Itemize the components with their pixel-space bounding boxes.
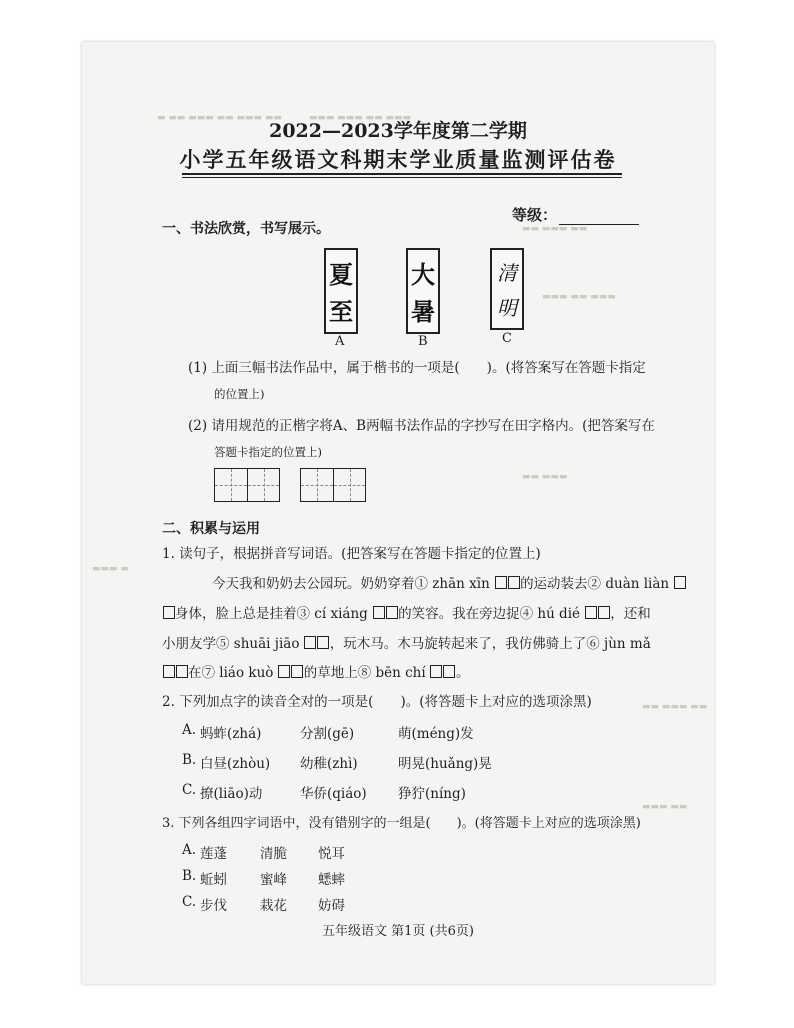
bleed-through-text: ▬ ▬▬ ▬▬▬ ▬▬ ▬▬▬ ▬▬ ▬▬▬ ▬▬▬ ▬▬ ▬▬▬ [157, 113, 411, 123]
q3-option-b-word1: 蚯蚓 [200, 872, 227, 888]
tianzige-cell[interactable] [215, 469, 247, 501]
q3-option-a-word2: 清脆 [260, 846, 287, 862]
bleed-through-text: ▬▬ ▬▬▬ ▬▬ [642, 702, 708, 712]
bleed-through-text: ▬▬▬ ▬▬ [642, 802, 688, 812]
q3-stem: 3. 下列各组四字词语中，没有错别字的一组是( )。(将答题卡上对应的选项涂黑) [162, 816, 641, 831]
q3-option-a-word1: 莲蓬 [200, 846, 227, 862]
answer-box [443, 665, 455, 678]
bleed-through-text: ▬▬▬ ▬▬ ▬▬▬ [542, 292, 616, 302]
tianzige-cell[interactable] [333, 469, 365, 501]
calligraphy-label-c: C [502, 331, 512, 346]
calligraphy-char: 至 [329, 297, 353, 326]
q3-option-a: A. [182, 842, 197, 858]
grade-field [512, 204, 639, 225]
answer-box [373, 606, 385, 619]
calligraphy-char: 大 [411, 260, 435, 289]
section1-q2-line1: (2) 请用规范的正楷字将A、B两幅书法作品的字抄写在田字格内。(把答案写在 [188, 418, 655, 434]
passage-text: 。 [455, 665, 470, 681]
title-rule-bottom [182, 177, 622, 178]
grade-blank [559, 210, 639, 225]
q2-option-c-word2: 华侨(qiáo) [300, 786, 367, 802]
tianzige-grid-b[interactable] [300, 468, 366, 502]
q2-option-a-word2: 分割(gē) [300, 726, 355, 742]
q3-option-c: C. [182, 894, 197, 910]
exam-term-title: 2022—2023学年度第二学期 [269, 120, 527, 142]
passage-text: 身体，脸上总是挂着③ cí xiáng [175, 606, 373, 622]
exam-paper [82, 42, 714, 984]
option-letter: A. [182, 722, 197, 738]
q3-option-b-word2: 蜜峰 [260, 872, 287, 888]
calligraphy-label-b: B [418, 334, 428, 349]
title-rule-top [182, 173, 622, 175]
q2-option-a [182, 722, 196, 738]
answer-box [291, 665, 303, 678]
q1-passage-line2 [162, 602, 651, 622]
q3-option-b: B. [182, 868, 197, 884]
answer-box [304, 636, 316, 649]
passage-text: 小朋友学⑤ shuāi jiāo [162, 636, 304, 652]
section1-heading: 一、书法欣赏，书写展示。 [162, 221, 330, 237]
passage-text: 的运动装去② duàn liàn [520, 576, 674, 592]
answer-box [508, 576, 520, 589]
tianzige-cell[interactable] [301, 469, 333, 501]
answer-box [163, 665, 175, 678]
q1-passage-line3 [162, 632, 651, 652]
q3-option-c-word2: 栽花 [260, 898, 287, 914]
answer-box [585, 606, 597, 619]
calligraphy-work-a [324, 248, 358, 334]
section2-heading: 二、积累与运用 [162, 521, 260, 537]
section1-q1-line1: (1) 上面三幅书法作品中，属于楷书的一项是( )。(将答案写在答题卡指定 [188, 360, 646, 376]
answer-box [317, 636, 329, 649]
q3-option-c-word3: 妨碍 [318, 898, 345, 914]
passage-text: 的草地上⑧ bēn chí [303, 665, 430, 681]
bleed-through-text: ▬▬▬ ▬ [92, 564, 129, 574]
q2-option-c-word1: 撩(liāo)动 [200, 786, 263, 802]
q3-option-a-word3: 悦耳 [318, 846, 345, 862]
q2-option-a-word1: 蚂蚱(zhá) [200, 726, 262, 742]
q1-stem: 1. 读句子，根据拼音写词语。(把答案写在答题卡指定的位置上) [162, 546, 541, 562]
passage-text: ，玩木马。木马旋转起来了，我仿佛骑上了⑥ jùn mǎ [329, 636, 651, 652]
answer-box [176, 665, 188, 678]
bleed-through-text: ▬▬ ▬▬▬ [522, 472, 568, 482]
tianzige-cell[interactable] [247, 469, 279, 501]
section1-q2-line2: 答题卡指定的位置上) [214, 445, 322, 459]
q2-option-b-word1: 白昼(zhòu) [200, 756, 271, 772]
tianzige-grid-a[interactable] [214, 468, 280, 502]
answer-box [278, 665, 290, 678]
calligraphy-char: 清 [497, 261, 517, 285]
q2-stem: 2. 下列加点字的读音全对的一项是( )。(将答题卡上对应的选项涂黑) [162, 694, 592, 710]
passage-text: 在⑦ liáo kuò [188, 665, 278, 681]
bleed-through-text: ▬▬ ▬▬▬ ▬▬ [522, 224, 588, 234]
exam-title: 小学五年级语文科期末学业质量监测评估卷 [179, 147, 617, 172]
q2-option-c: C. [182, 782, 197, 798]
q2-option-b-word2: 幼稚(zhì) [300, 756, 358, 772]
q2-option-b-word3: 明晃(huǎng)晃 [398, 756, 492, 772]
q3-option-c-word1: 步伐 [200, 898, 227, 914]
answer-box [430, 665, 442, 678]
passage-text: ，还和 [610, 606, 651, 622]
q1-passage-line1 [212, 572, 686, 592]
passage-text: 今天我和奶奶去公园玩。奶奶穿着① zhān xīn [212, 576, 495, 592]
answer-box [495, 576, 507, 589]
calligraphy-char: 夏 [329, 260, 353, 289]
section1-q1-line2: 的位置上) [214, 387, 265, 401]
answer-box [163, 606, 175, 619]
grade-label: 等级： [512, 206, 558, 224]
q2-option-a-word3: 萌(méng)发 [398, 726, 474, 742]
passage-text: 的笑容。我在旁边捉④ hú dié [398, 606, 585, 622]
calligraphy-label-a: A [335, 334, 345, 349]
q2-option-b: B. [182, 752, 197, 768]
calligraphy-char: 暑 [411, 297, 435, 326]
answer-box [598, 606, 610, 619]
calligraphy-work-b [406, 248, 440, 334]
q1-passage-line4 [162, 661, 469, 681]
answer-box [386, 606, 398, 619]
calligraphy-char: 明 [497, 296, 517, 320]
answer-box [674, 576, 686, 589]
q2-option-c-word3: 狰狞(níng) [398, 786, 466, 802]
q3-option-b-word3: 蟋蟀 [318, 872, 345, 888]
page-footer: 五年级语文 第1页 (共6页) [322, 924, 474, 939]
calligraphy-work-c [490, 248, 524, 330]
